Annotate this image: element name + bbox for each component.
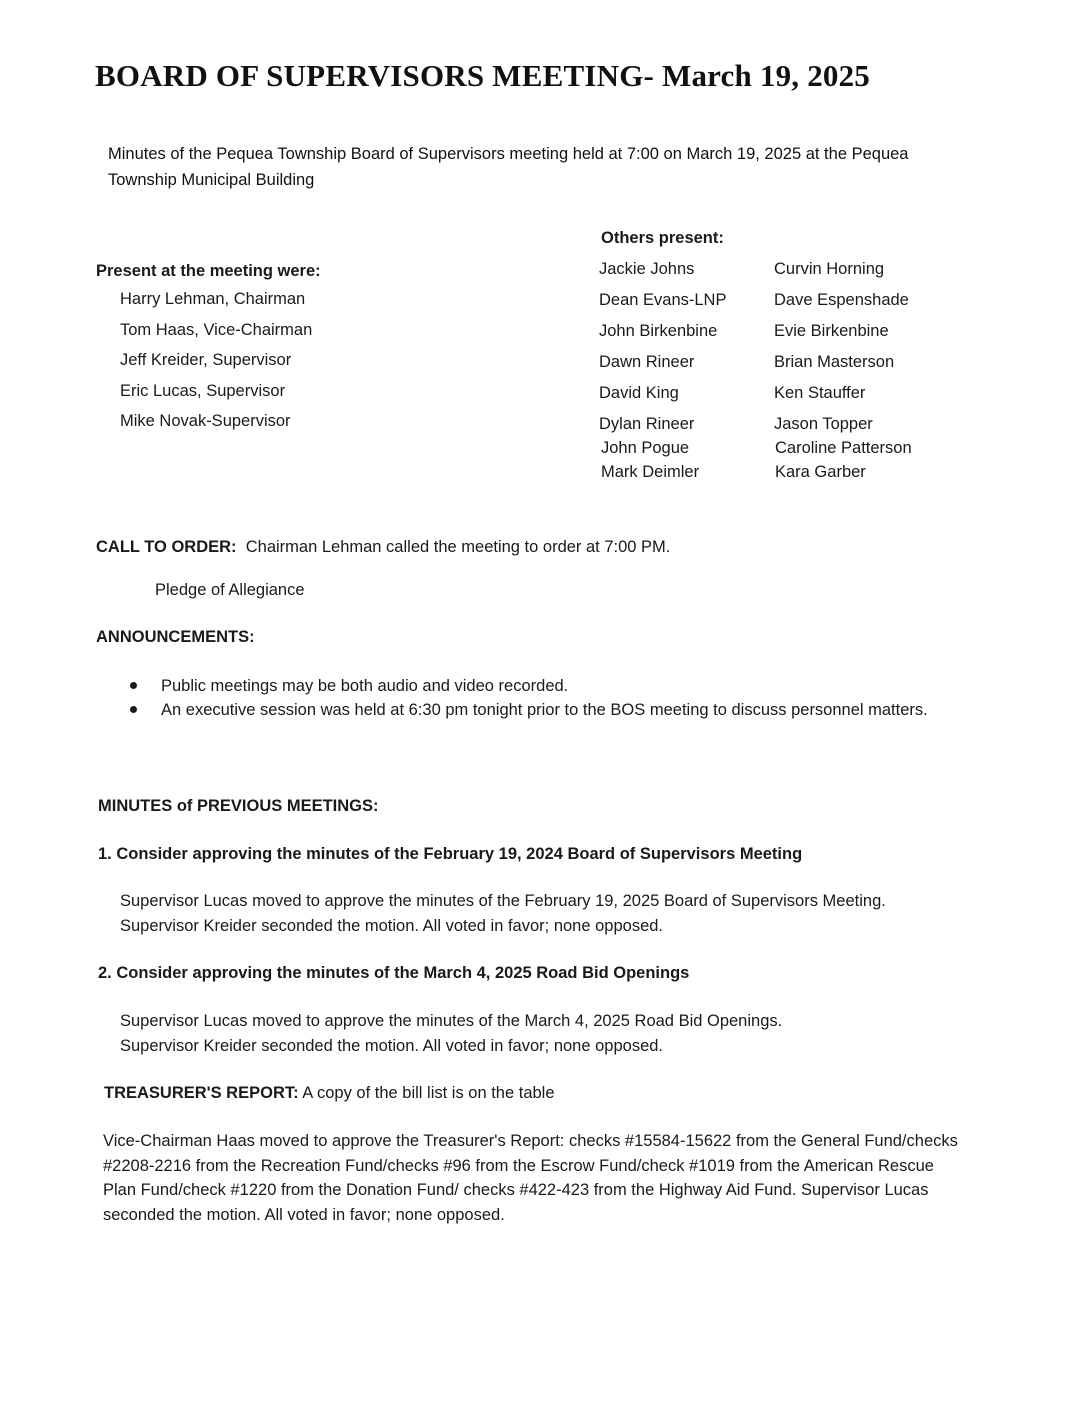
member-item: Mike Novak-Supervisor (120, 412, 291, 430)
call-to-order-text: Chairman Lehman called the meeting to order at 7:00 PM. (245, 538, 671, 556)
member-item: Eric Lucas, Supervisor (120, 382, 286, 400)
treasurer-label: TREASURER'S REPORT: (104, 1084, 299, 1102)
others-right-item: Ken Stauffer (774, 384, 866, 402)
others-left-item: John Pogue (601, 439, 690, 457)
treasurer-line (104, 1081, 555, 1105)
others-right-item: Brian Masterson (774, 353, 895, 371)
treasurer-body: Vice-Chairman Haas moved to approve the Treasurer's Report: checks #15584-15622 from the General Fund/checks #2208-2216 from the Recreation Fund/checks #96 from the Escrow Fund/check #1019 from the American Rescue Plan Fund/check #1220 from the Donation Fund/ checks #422-423 from the Highway Aid Fund. Supervisor Lucas seconded the motion. All voted in favor; none opposed. (103, 1132, 958, 1224)
member-item: Tom Haas, Vice-Chairman (120, 321, 313, 339)
others-right-item: Caroline Patterson (775, 439, 912, 457)
page-title: BOARD OF SUPERVISORS MEETING- March 19, 2025 (95, 58, 871, 93)
others-left-item: Jackie Johns (599, 260, 695, 278)
minutes-item-body: Supervisor Lucas moved to approve the minutes of the February 19, 2025 Board of Supervisors Meeting. Supervisor Kreider seconded the motion. All voted in favor; none opposed. (120, 892, 886, 935)
pledge-text: Pledge of Allegiance (155, 581, 305, 599)
minutes-heading: MINUTES of PREVIOUS MEETINGS: (98, 797, 379, 815)
others-left-item: Dean Evans-LNP (599, 291, 727, 309)
call-to-order-label: CALL TO ORDER: (96, 538, 237, 556)
others-right-item: Kara Garber (775, 463, 866, 481)
announcement-item: Public meetings may be both audio and video recorded. (161, 677, 569, 695)
announcement-item: An executive session was held at 6:30 pm tonight prior to the BOS meeting to discuss personnel matters. (161, 701, 928, 719)
call-to-order-line (96, 535, 670, 559)
member-item: Jeff Kreider, Supervisor (120, 351, 292, 369)
announcements-heading: ANNOUNCEMENTS: (96, 628, 255, 646)
bullet-icon (130, 706, 137, 713)
others-left-item: John Birkenbine (599, 322, 718, 340)
minutes-item-body: Supervisor Lucas moved to approve the minutes of the March 4, 2025 Road Bid Openings. Supervisor Kreider seconded the motion. All voted in favor; none opposed. (120, 1012, 783, 1055)
others-left-item: Dylan Rineer (599, 415, 695, 433)
intro-paragraph: Minutes of the Pequea Township Board of Supervisors meeting held at 7:00 on March 19, 2025 at the Pequea Township Municipal Building (108, 145, 909, 189)
others-left-item: David King (599, 384, 679, 402)
others-left-item: Mark Deimler (601, 463, 700, 481)
present-heading: Present at the meeting were: (96, 262, 321, 280)
treasurer-text: A copy of the bill list is on the table (302, 1084, 555, 1102)
others-right-item: Dave Espenshade (774, 291, 909, 309)
others-present-heading: Others present: (601, 229, 724, 247)
member-item: Harry Lehman, Chairman (120, 290, 306, 308)
others-left-item: Dawn Rineer (599, 353, 695, 371)
minutes-item-heading: 1. Consider approving the minutes of the February 19, 2024 Board of Supervisors Meeting (98, 845, 803, 863)
others-right-item: Curvin Horning (774, 260, 885, 278)
bullet-icon (130, 682, 137, 689)
others-right-item: Jason Topper (774, 415, 873, 433)
others-right-item: Evie Birkenbine (774, 322, 889, 340)
minutes-item-heading: 2. Consider approving the minutes of the March 4, 2025 Road Bid Openings (98, 964, 690, 982)
